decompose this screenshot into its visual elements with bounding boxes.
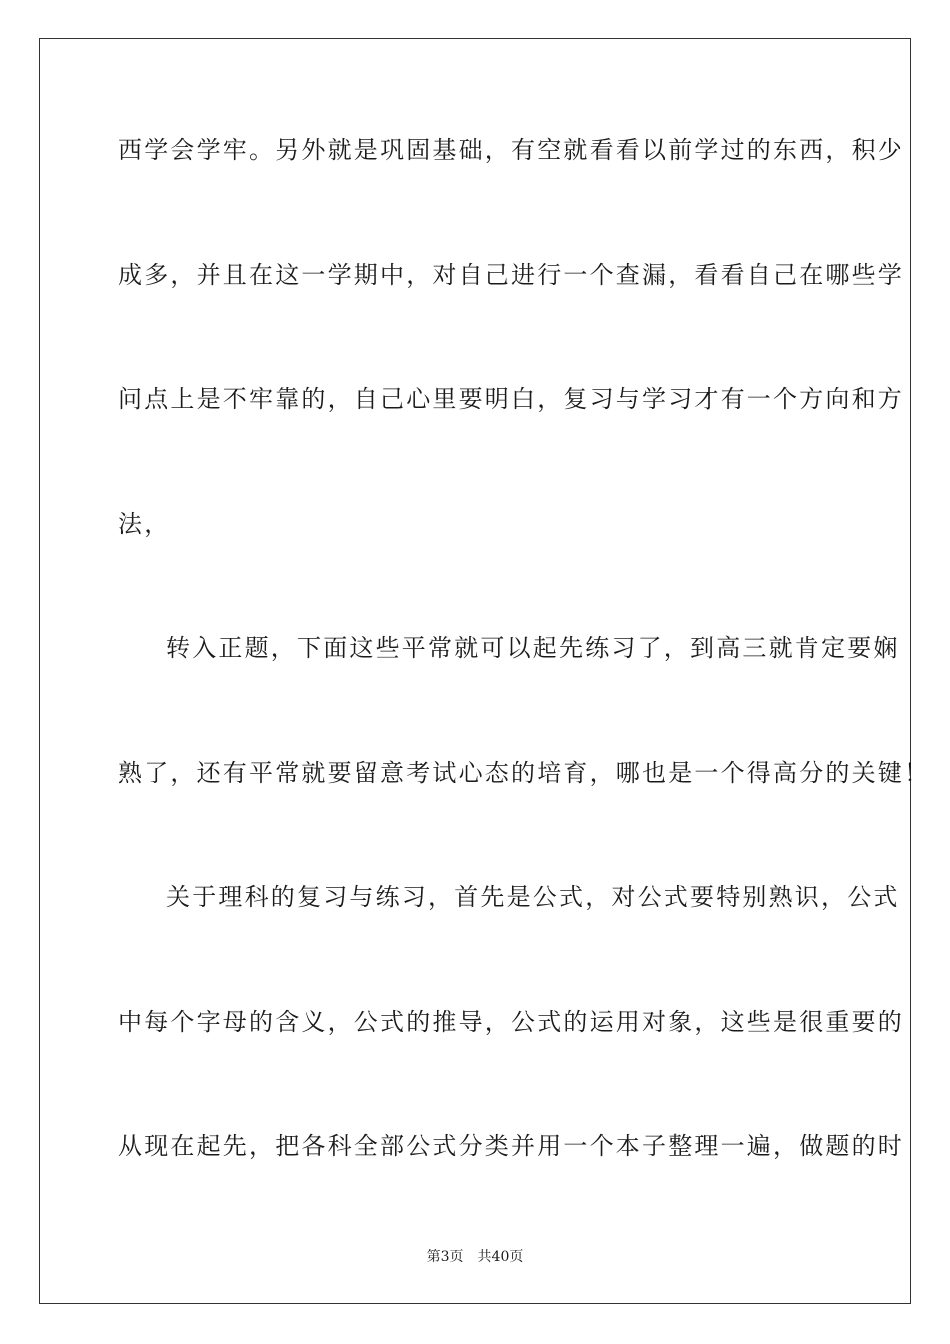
text-line-5: 转入正题，下面这些平常就可以起先练习了，到高三就肯定要娴 xyxy=(166,634,900,662)
text-line-4: 法， xyxy=(118,510,171,538)
page-border xyxy=(39,38,911,1304)
page-number: 第3页 xyxy=(426,1249,464,1265)
text-line-9: 从现在起先，把各科全部公式分类并用一个本子整理一遍，做题的时 xyxy=(118,1132,904,1160)
page-footer xyxy=(0,1248,950,1266)
text-line-1: 西学会学牢。另外就是巩固基础，有空就看看以前学过的东西，积少 xyxy=(118,136,904,164)
text-line-2: 成多，并且在这一学期中，对自己进行一个查漏，看看自己在哪些学 xyxy=(118,261,904,289)
text-line-6: 熟了，还有平常就要留意考试心态的培育，哪也是一个得高分的关键！ xyxy=(118,759,931,787)
text-line-3: 问点上是不牢靠的，自己心里要明白，复习与学习才有一个方向和方 xyxy=(118,385,904,413)
page-total: 共40页 xyxy=(477,1249,524,1265)
text-line-8: 中每个字母的含义，公式的推导，公式的运用对象，这些是很重要的 xyxy=(118,1008,904,1036)
text-line-7: 关于理科的复习与练习，首先是公式，对公式要特别熟识，公式 xyxy=(166,883,900,911)
